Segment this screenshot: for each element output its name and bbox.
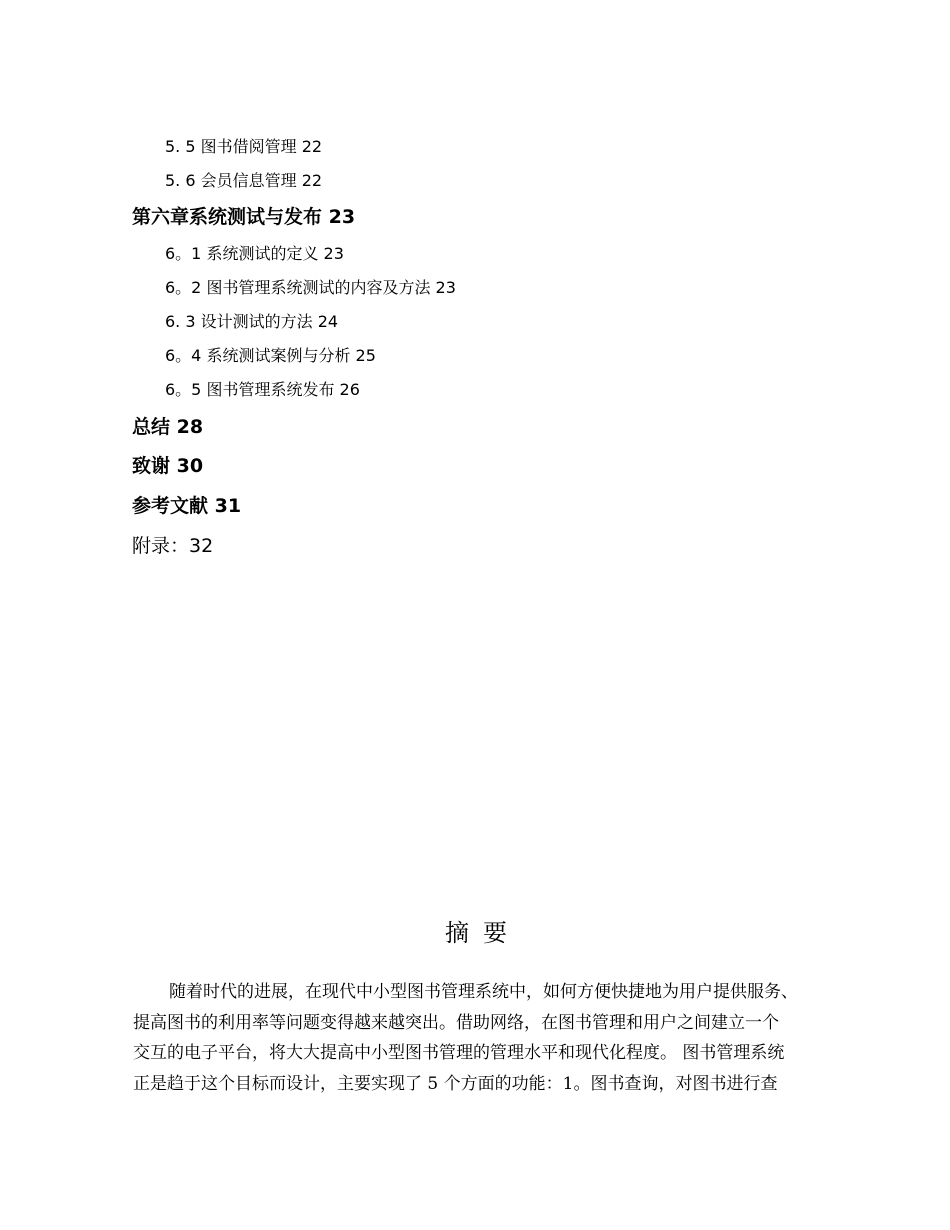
abstract-title: 摘要: [445, 919, 521, 947]
abstract-body: [133, 977, 853, 1099]
toc-summary[interactable]: 总结 28: [132, 416, 204, 438]
abstract-line: 随着时代的进展，在现代中小型图书管理系统中，如何方便快捷地为用户提供服务、: [169, 982, 798, 1002]
toc-acknowledgements[interactable]: 致谢 30: [132, 455, 204, 477]
toc-chapter-6[interactable]: 第六章系统测试与发布 23: [132, 206, 356, 228]
toc-item-5-6[interactable]: 5. 6 会员信息管理 22: [165, 171, 323, 190]
toc-item-6-3[interactable]: 6. 3 设计测试的方法 24: [165, 312, 339, 331]
toc-item-6-5[interactable]: 6。5 图书管理系统发布 26: [165, 380, 360, 399]
abstract-line: 正是趋于这个目标而设计，主要实现了 5 个方面的功能：1。图书查询，对图书进行查: [133, 1073, 778, 1094]
toc-item-6-1[interactable]: 6。1 系统测试的定义 23: [165, 244, 344, 263]
toc-item-6-2[interactable]: 6。2 图书管理系统测试的内容及方法 23: [165, 278, 456, 297]
toc-appendix[interactable]: 附录：32: [132, 535, 214, 557]
abstract-line: 交互的电子平台，将大大提高中小型图书管理的管理水平和现代化程度。 图书管理系统: [133, 1043, 785, 1063]
abstract-line: 提高图书的利用率等问题变得越来越突出。借助网络，在图书管理和用户之间建立一个: [133, 1012, 779, 1033]
toc-references[interactable]: 参考文献 31: [132, 495, 242, 517]
toc-item-5-5[interactable]: 5. 5 图书借阅管理 22: [165, 137, 323, 156]
toc-item-6-4[interactable]: 6。4 系统测试案例与分析 25: [165, 346, 376, 365]
